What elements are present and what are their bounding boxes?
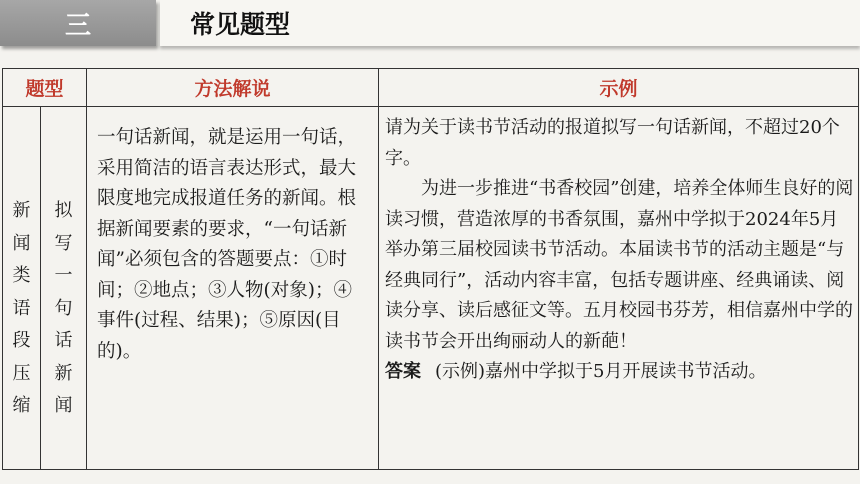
header-bar bbox=[0, 0, 860, 52]
category-char: 新 bbox=[12, 200, 31, 222]
title-box bbox=[160, 0, 860, 46]
page-title: 常见题型 bbox=[190, 10, 291, 39]
category-char: 语 bbox=[12, 297, 31, 319]
example-prompt: 请为关于读书节活动的报道拟写一句话新闻，不超过20个字。 bbox=[385, 117, 840, 169]
example-passage: 为进一步推进“书香校园”创建，培养全体师生良好的阅读习惯，营造浓厚的书香氛围，嘉州中学拟于2024年5月举办第三届校园读书节活动。本届读书节的活动主题是“与经典同行”，活动内容丰富，包括专题讲座、经典诵读、阅读分享、读后感征文等。五月校园书芬芳，相信嘉州中学的读书节会开出绚丽动人的新葩！ bbox=[385, 178, 854, 352]
section-number: 三 bbox=[64, 10, 91, 41]
subtype-char: 闻 bbox=[54, 395, 73, 417]
subtype-char: 新 bbox=[54, 362, 73, 384]
answer-text: (示例)嘉州中学拟于5月开展读书节活动。 bbox=[435, 361, 767, 382]
subtype-char: 一 bbox=[54, 265, 73, 287]
subtype-char: 话 bbox=[54, 330, 73, 352]
category-char: 压 bbox=[12, 362, 31, 384]
header-question-type: 题型 bbox=[3, 69, 87, 107]
answer-label: 答案 bbox=[385, 361, 422, 382]
question-type-table bbox=[2, 68, 859, 470]
category-char: 类 bbox=[12, 265, 31, 287]
category-char: 缩 bbox=[12, 395, 31, 417]
method-text: 一句话新闻，就是运用一句话，采用简洁的语言表达形式，最大限度地完成报道任务的新闻。根据新闻要素的要求，“一句话新闻”必须包含的答题要点：①时间；②地点；③人物(对象)；④事件(过程、结果)；⑤原因(目的)。 bbox=[97, 127, 357, 362]
answer-line bbox=[385, 357, 854, 388]
category-char: 段 bbox=[12, 330, 31, 352]
section-number-tab bbox=[0, 0, 156, 46]
category-cell bbox=[3, 107, 41, 470]
subtype-char: 拟 bbox=[54, 200, 73, 222]
header-example: 示例 bbox=[379, 69, 859, 107]
subtype-char: 句 bbox=[54, 297, 73, 319]
subtype-cell bbox=[41, 107, 87, 470]
example-cell bbox=[379, 107, 859, 470]
category-char: 闻 bbox=[12, 232, 31, 254]
subtype-char: 写 bbox=[54, 232, 73, 254]
method-cell bbox=[87, 107, 379, 470]
header-method: 方法解说 bbox=[87, 69, 379, 107]
